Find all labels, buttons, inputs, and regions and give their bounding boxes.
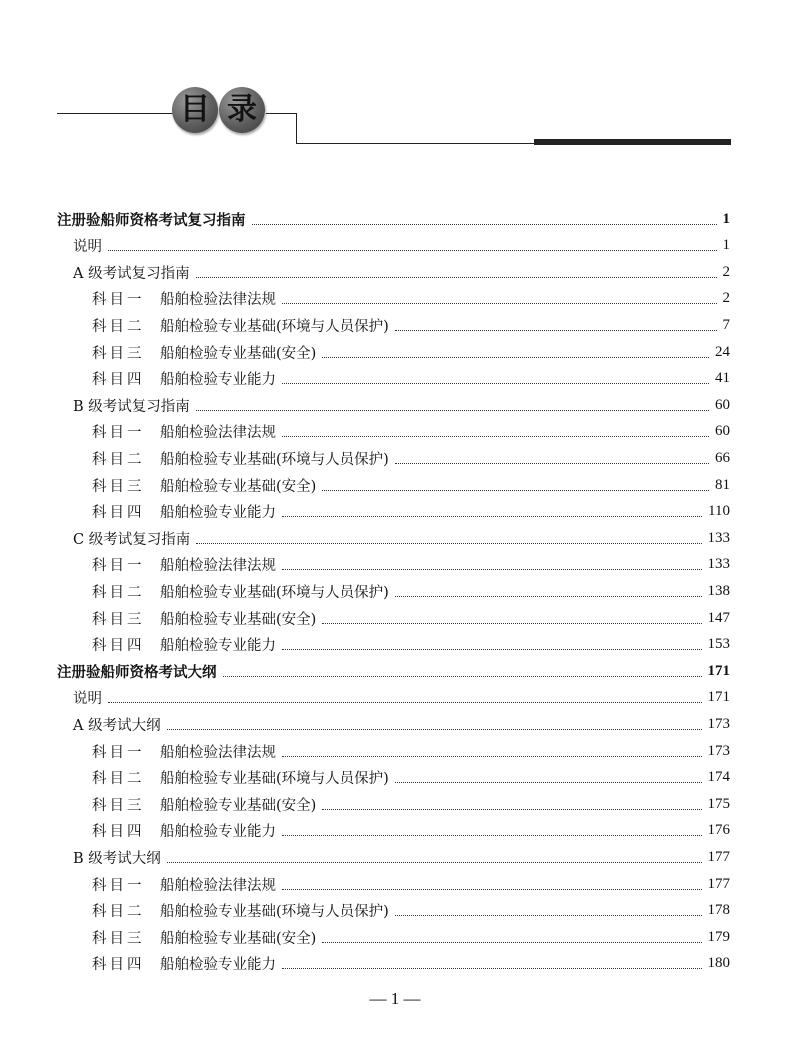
toc-page-number: 173 — [707, 715, 730, 732]
header-bar — [534, 139, 731, 145]
toc-leader-dots — [282, 508, 702, 517]
toc-leader-dots — [322, 615, 701, 624]
toc-page-number: 171 — [707, 662, 730, 679]
toc-leader-dots — [196, 269, 717, 278]
header-rule-right — [266, 113, 296, 114]
toc-leader-dots — [282, 960, 702, 969]
toc-leader-dots — [395, 774, 702, 783]
toc-subject-entry[interactable] — [92, 552, 730, 578]
toc-page-number: 81 — [715, 476, 730, 493]
page-number: — 1 — — [369, 989, 421, 1008]
title-badge-1 — [172, 87, 218, 133]
toc-entry-title: 船舶检验专业基础(安全) — [160, 478, 317, 495]
toc-section-entry[interactable] — [73, 525, 730, 551]
toc-entry-title: 船舶检验专业能力 — [160, 824, 276, 841]
toc-entry-label — [92, 342, 316, 363]
toc-leader-dots — [395, 588, 702, 597]
toc-page-number: 41 — [715, 370, 730, 387]
toc-subject-number: 科目一 — [92, 558, 145, 575]
toc-entry-label — [92, 448, 389, 469]
toc-subject-entry[interactable] — [92, 765, 730, 791]
toc-entry-label — [92, 501, 276, 522]
toc-entry-label — [92, 874, 276, 895]
toc-subject-entry[interactable] — [92, 366, 730, 392]
toc-subject-entry[interactable] — [92, 286, 730, 312]
toc-entry-label — [73, 262, 190, 283]
toc-entry-label — [92, 741, 276, 762]
toc-page-number: 66 — [715, 449, 730, 466]
toc-page-number: 175 — [707, 795, 730, 812]
toc-leader-dots — [282, 881, 702, 890]
toc-entry-label — [92, 608, 316, 629]
toc-subject-number: 科目四 — [92, 505, 145, 522]
toc-subject-number: 科目三 — [92, 930, 145, 947]
toc-entry-label — [92, 820, 276, 841]
toc-leader-dots — [322, 482, 709, 491]
toc-entry-label — [73, 847, 161, 868]
toc-subject-number: 科目二 — [92, 584, 145, 601]
toc-entry-title: 船舶检验专业能力 — [160, 372, 276, 389]
toc-entry-title: C 级考试复习指南 — [73, 531, 191, 548]
toc-entry-label — [92, 581, 389, 602]
toc-subject-entry[interactable] — [92, 499, 730, 525]
toc-page-number: 1 — [722, 210, 730, 227]
toc-entry-title: 船舶检验专业基础(安全) — [160, 611, 317, 628]
toc-entry-title: 注册验船师资格考试大纲 — [57, 663, 217, 681]
toc-section-entry[interactable] — [73, 259, 730, 285]
toc-section-entry[interactable] — [73, 844, 730, 870]
toc-entry-title: 船舶检验专业基础(环境与人员保护) — [160, 904, 389, 921]
toc-subject-entry[interactable] — [92, 578, 730, 604]
header-rule-step — [296, 113, 297, 144]
toc-page-number: 1 — [722, 237, 730, 254]
toc-entry-label — [92, 634, 276, 655]
toc-entry-title: 船舶检验法律法规 — [160, 744, 276, 761]
toc-entry-label — [92, 475, 316, 496]
toc-page-number: 2 — [722, 290, 730, 307]
toc-leader-dots — [167, 854, 702, 863]
toc-entry-title: 船舶检验专业能力 — [160, 957, 276, 974]
toc-leader-dots — [395, 322, 717, 331]
toc-subject-entry[interactable] — [92, 791, 730, 817]
toc-section-entry[interactable] — [73, 392, 730, 418]
toc-entry-label — [92, 900, 389, 921]
toc-entry-title: 船舶检验专业基础(环境与人员保护) — [160, 771, 389, 788]
toc-page-number: 180 — [707, 955, 730, 972]
toc-page-number: 174 — [707, 769, 730, 786]
toc-entry-title: 船舶检验专业基础(安全) — [160, 345, 317, 362]
toc-entry-label — [92, 315, 389, 336]
toc-page-number: 60 — [715, 396, 730, 413]
toc-page-number: 178 — [707, 902, 730, 919]
toc-entry-label — [73, 687, 102, 708]
toc-subject-number: 科目二 — [92, 904, 145, 921]
toc-subject-entry[interactable] — [92, 898, 730, 924]
title-char-1: 目 — [180, 92, 210, 127]
toc-subject-number: 科目一 — [92, 744, 145, 761]
toc-entry-title: B 级考试复习指南 — [73, 398, 190, 415]
toc-subject-entry[interactable] — [92, 312, 730, 338]
toc-subject-number: 科目一 — [92, 877, 145, 894]
toc-entry-title: 说明 — [73, 691, 102, 708]
toc-subject-number: 科目一 — [92, 425, 145, 442]
toc-leader-dots — [282, 641, 702, 650]
toc-subject-number: 科目三 — [92, 611, 145, 628]
toc-subject-entry[interactable] — [92, 871, 730, 897]
toc-subject-entry[interactable] — [92, 818, 730, 844]
toc-subject-number: 科目三 — [92, 478, 145, 495]
toc-subject-entry[interactable] — [92, 951, 730, 977]
title-badge-2 — [219, 87, 265, 133]
toc-page-number: 147 — [707, 609, 730, 626]
toc-entry-label — [73, 528, 190, 549]
toc-leader-dots — [282, 827, 702, 836]
toc-entry-label — [92, 288, 276, 309]
toc-subject-number: 科目四 — [92, 638, 145, 655]
toc-page-number: 60 — [715, 423, 730, 440]
toc-header — [0, 0, 790, 160]
toc-page-number: 153 — [707, 636, 730, 653]
toc-page-number: 133 — [707, 556, 730, 573]
toc-leader-dots — [282, 428, 709, 437]
toc-page-number: 177 — [707, 848, 730, 865]
toc-subject-entry[interactable] — [92, 445, 730, 471]
toc-entry-label — [73, 714, 161, 735]
toc-page-number: 7 — [722, 316, 730, 333]
toc-leader-dots — [282, 295, 717, 304]
toc-page-number: 2 — [722, 263, 730, 280]
toc-leader-dots — [108, 694, 702, 703]
toc-subject-entry[interactable] — [92, 632, 730, 658]
toc-subject-entry[interactable] — [92, 924, 730, 950]
header-rule-left — [57, 113, 177, 114]
toc-subject-entry[interactable] — [92, 605, 730, 631]
toc-page-number: 177 — [707, 875, 730, 892]
toc-subject-entry[interactable] — [92, 339, 730, 365]
toc-entry-label — [73, 235, 102, 256]
toc-leader-dots — [395, 907, 702, 916]
toc-entry-label — [92, 953, 276, 974]
toc-leader-dots — [167, 721, 702, 730]
toc-page-number: 171 — [707, 689, 730, 706]
toc-subject-number: 科目三 — [92, 345, 145, 362]
toc-entry-title: 船舶检验专业基础(安全) — [160, 930, 317, 947]
toc-entry-title: 船舶检验法律法规 — [160, 558, 276, 575]
toc-page-number: 133 — [707, 529, 730, 546]
toc-entry-label — [92, 767, 389, 788]
toc-entry-label — [92, 421, 276, 442]
toc-leader-dots — [196, 402, 709, 411]
toc-leader-dots — [322, 349, 709, 358]
title-char-2: 录 — [227, 92, 257, 127]
toc-entry-label — [92, 554, 276, 575]
toc-entry-label — [57, 661, 217, 682]
toc-leader-dots — [322, 934, 701, 943]
header-rule-lower — [296, 143, 536, 144]
toc-page-number: 173 — [707, 742, 730, 759]
toc-subject-entry[interactable] — [92, 472, 730, 498]
toc-leader-dots — [108, 242, 717, 251]
toc-entry-title: 说明 — [73, 239, 102, 256]
toc-section-entry[interactable] — [73, 233, 730, 259]
toc-page-number: 110 — [708, 503, 730, 520]
toc-entry-label — [92, 368, 276, 389]
toc-entry-title: 船舶检验专业能力 — [160, 638, 276, 655]
toc-section-entry[interactable] — [73, 711, 730, 737]
toc-entry-title: 船舶检验法律法规 — [160, 292, 276, 309]
toc-leader-dots — [252, 216, 717, 225]
toc-page-number: 179 — [707, 928, 730, 945]
toc-leader-dots — [282, 748, 702, 757]
toc-entry-title: 船舶检验专业基础(环境与人员保护) — [160, 584, 389, 601]
toc-entry-title: 船舶检验专业基础(安全) — [160, 797, 317, 814]
toc-subject-number: 科目二 — [92, 771, 145, 788]
toc-subject-number: 科目二 — [92, 451, 145, 468]
toc-leader-dots — [322, 801, 701, 810]
toc-subject-entry[interactable] — [92, 419, 730, 445]
toc-entry-label — [73, 395, 190, 416]
toc-entry-label — [92, 927, 316, 948]
toc-entry-title: 注册验船师资格考试复习指南 — [57, 211, 246, 229]
toc-entry-title: 船舶检验专业基础(环境与人员保护) — [160, 451, 389, 468]
toc-entry-label — [92, 794, 316, 815]
toc-subject-entry[interactable] — [92, 738, 730, 764]
toc-entry-label — [57, 209, 246, 230]
toc-page-number: 176 — [707, 822, 730, 839]
toc-part-entry[interactable] — [57, 206, 730, 232]
toc-leader-dots — [395, 455, 709, 464]
toc-entry-title: 船舶检验法律法规 — [160, 425, 276, 442]
toc-subject-number: 科目四 — [92, 957, 145, 974]
toc-section-entry[interactable] — [73, 685, 730, 711]
toc-entry-title: 船舶检验专业能力 — [160, 505, 276, 522]
toc-entry-title: B 级考试大纲 — [73, 850, 161, 867]
toc-leader-dots — [223, 668, 702, 677]
toc-subject-number: 科目二 — [92, 318, 145, 335]
toc-subject-number: 科目四 — [92, 372, 145, 389]
toc-leader-dots — [196, 535, 701, 544]
toc-entry-title: 船舶检验法律法规 — [160, 877, 276, 894]
toc-leader-dots — [282, 375, 709, 384]
toc-page-number: 138 — [707, 582, 730, 599]
toc-page-number: 24 — [715, 343, 730, 360]
toc-entry-title: A 级考试复习指南 — [73, 265, 190, 282]
toc-subject-number: 科目四 — [92, 824, 145, 841]
toc-part-entry[interactable] — [57, 658, 730, 684]
toc-entry-title: 船舶检验专业基础(环境与人员保护) — [160, 318, 389, 335]
toc-entry-title: A 级考试大纲 — [73, 717, 161, 734]
toc-leader-dots — [282, 561, 702, 570]
toc-subject-number: 科目一 — [92, 292, 145, 309]
toc-subject-number: 科目三 — [92, 797, 145, 814]
